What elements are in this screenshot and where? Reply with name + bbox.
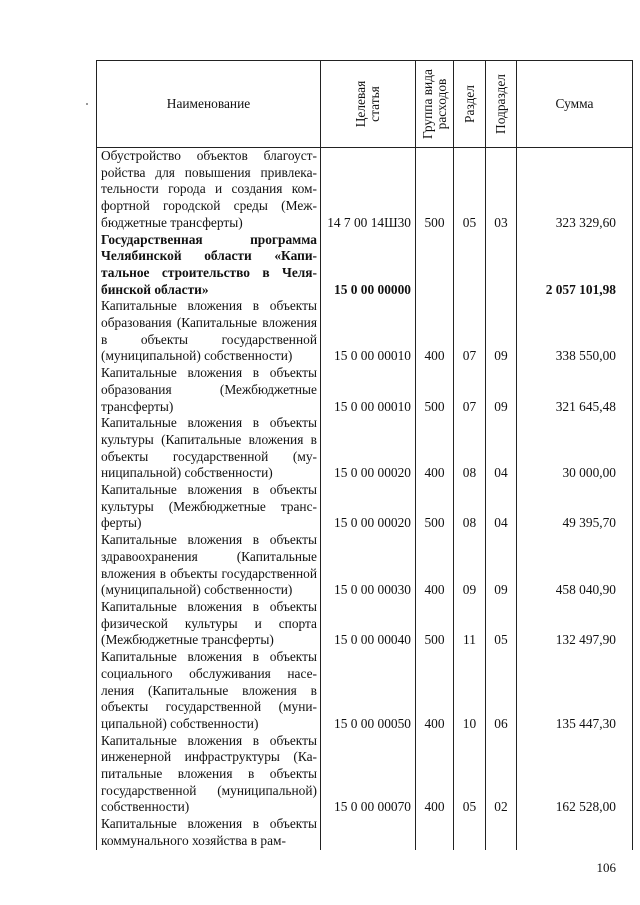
row-expense-group: 400 [416, 415, 454, 482]
row-target-article: 15 0 00 00030 [321, 532, 416, 599]
row-target-article: 15 0 00 00050 [321, 649, 416, 733]
row-subsection: 02 [486, 733, 517, 817]
row-subsection: 09 [486, 298, 517, 365]
row-expense-group [416, 816, 454, 849]
header-name: Наименование [97, 61, 321, 148]
row-subsection: 04 [486, 482, 517, 532]
row-subsection: 05 [486, 599, 517, 649]
row-name: Капитальные вложения в объекты культуры (Межбюджетные трансферты) [97, 482, 321, 532]
row-subsection: 09 [486, 365, 517, 415]
row-subsection: 09 [486, 532, 517, 599]
row-name: Капитальные вложения в объекты физической культуры и спорта (Межбюджетные трансферты) [97, 599, 321, 649]
row-section: 08 [454, 482, 486, 532]
row-section: 11 [454, 599, 486, 649]
row-amount: 323 329,60 [517, 148, 633, 232]
row-expense-group [416, 232, 454, 299]
table-row [97, 148, 633, 232]
table-row [97, 649, 633, 733]
row-amount: 135 447,30 [517, 649, 633, 733]
row-target-article: 15 0 00 00010 [321, 298, 416, 365]
row-section: 07 [454, 298, 486, 365]
row-expense-group: 400 [416, 649, 454, 733]
margin-mark [86, 103, 88, 105]
row-target-article: 15 0 00 00020 [321, 482, 416, 532]
row-name: Капитальные вложения в объекты образования (Межбюджетные трансферты) [97, 365, 321, 415]
row-amount: 338 550,00 [517, 298, 633, 365]
table-row [97, 298, 633, 365]
row-target-article: 15 0 00 00010 [321, 365, 416, 415]
row-amount [517, 816, 633, 849]
row-amount: 30 000,00 [517, 415, 633, 482]
row-name: Капитальные вложения в объекты культуры (Капитальные вложения в объекты государственной (муниципальной) собственности) [97, 415, 321, 482]
header-expense-group: Группа вида расходов [416, 61, 454, 148]
row-name: Капитальные вложения в объекты образования (Капитальные вложения в объекты государственной (муниципальной) собственности) [97, 298, 321, 365]
row-amount: 162 528,00 [517, 733, 633, 817]
row-amount: 132 497,90 [517, 599, 633, 649]
budget-table [96, 60, 633, 850]
table-row [97, 599, 633, 649]
row-section: 07 [454, 365, 486, 415]
row-name: Капитальные вложения в объекты социального обслуживания населения (Капитальные вложения в объекты государственной (муниципальной) собственности) [97, 649, 321, 733]
row-amount: 321 645,48 [517, 365, 633, 415]
row-target-article: 15 0 00 00020 [321, 415, 416, 482]
row-target-article: 15 0 00 00040 [321, 599, 416, 649]
table-row [97, 482, 633, 532]
row-section: 08 [454, 415, 486, 482]
row-section: 09 [454, 532, 486, 599]
row-expense-group: 500 [416, 482, 454, 532]
row-expense-group: 500 [416, 599, 454, 649]
row-expense-group: 500 [416, 148, 454, 232]
header-section: Раздел [454, 61, 486, 148]
row-subsection: 06 [486, 649, 517, 733]
row-amount: 458 040,90 [517, 532, 633, 599]
table-row [97, 816, 633, 849]
row-expense-group: 400 [416, 298, 454, 365]
row-target-article: 15 0 00 00070 [321, 733, 416, 817]
header-amount: Сумма [517, 61, 633, 148]
table-row [97, 415, 633, 482]
table-row [97, 733, 633, 817]
row-name: Капитальные вложения в объекты здравоохранения (Капитальные вложения в объекты государственной (муниципальной) собственности) [97, 532, 321, 599]
table-header-row [97, 61, 633, 148]
row-name: Государственная программа Челябинской области «Капитальное строительство в Челябинской области» [97, 232, 321, 299]
row-section [454, 232, 486, 299]
row-section [454, 816, 486, 849]
page-number: 106 [596, 860, 616, 875]
row-name: Обустройство объектов благоустройства для повышения привлекательности города и создания комфортной городской среды (Межбюджетные трансферты) [97, 148, 321, 232]
row-section: 05 [454, 148, 486, 232]
row-expense-group: 400 [416, 733, 454, 817]
table-row [97, 365, 633, 415]
header-subsection: Подраздел [486, 61, 517, 148]
row-subsection [486, 816, 517, 849]
row-amount: 49 395,70 [517, 482, 633, 532]
row-name: Капитальные вложения в объекты инженерной инфраструктуры (Капитальные вложения в объекты государственной (муниципальной) собственности) [97, 733, 321, 817]
row-subsection [486, 232, 517, 299]
row-target-article: 15 0 00 00000 [321, 232, 416, 299]
table-body [97, 148, 633, 850]
table-row [97, 532, 633, 599]
row-subsection: 03 [486, 148, 517, 232]
row-target-article: 14 7 00 14Ш30 [321, 148, 416, 232]
row-target-article [321, 816, 416, 849]
row-amount: 2 057 101,98 [517, 232, 633, 299]
row-expense-group: 400 [416, 532, 454, 599]
row-section: 05 [454, 733, 486, 817]
row-section: 10 [454, 649, 486, 733]
header-target-article: Целевая статья [321, 61, 416, 148]
row-expense-group: 500 [416, 365, 454, 415]
table-row [97, 232, 633, 299]
row-name: Капитальные вложения в объекты коммунального хозяйства в рам- [97, 816, 321, 849]
row-subsection: 04 [486, 415, 517, 482]
